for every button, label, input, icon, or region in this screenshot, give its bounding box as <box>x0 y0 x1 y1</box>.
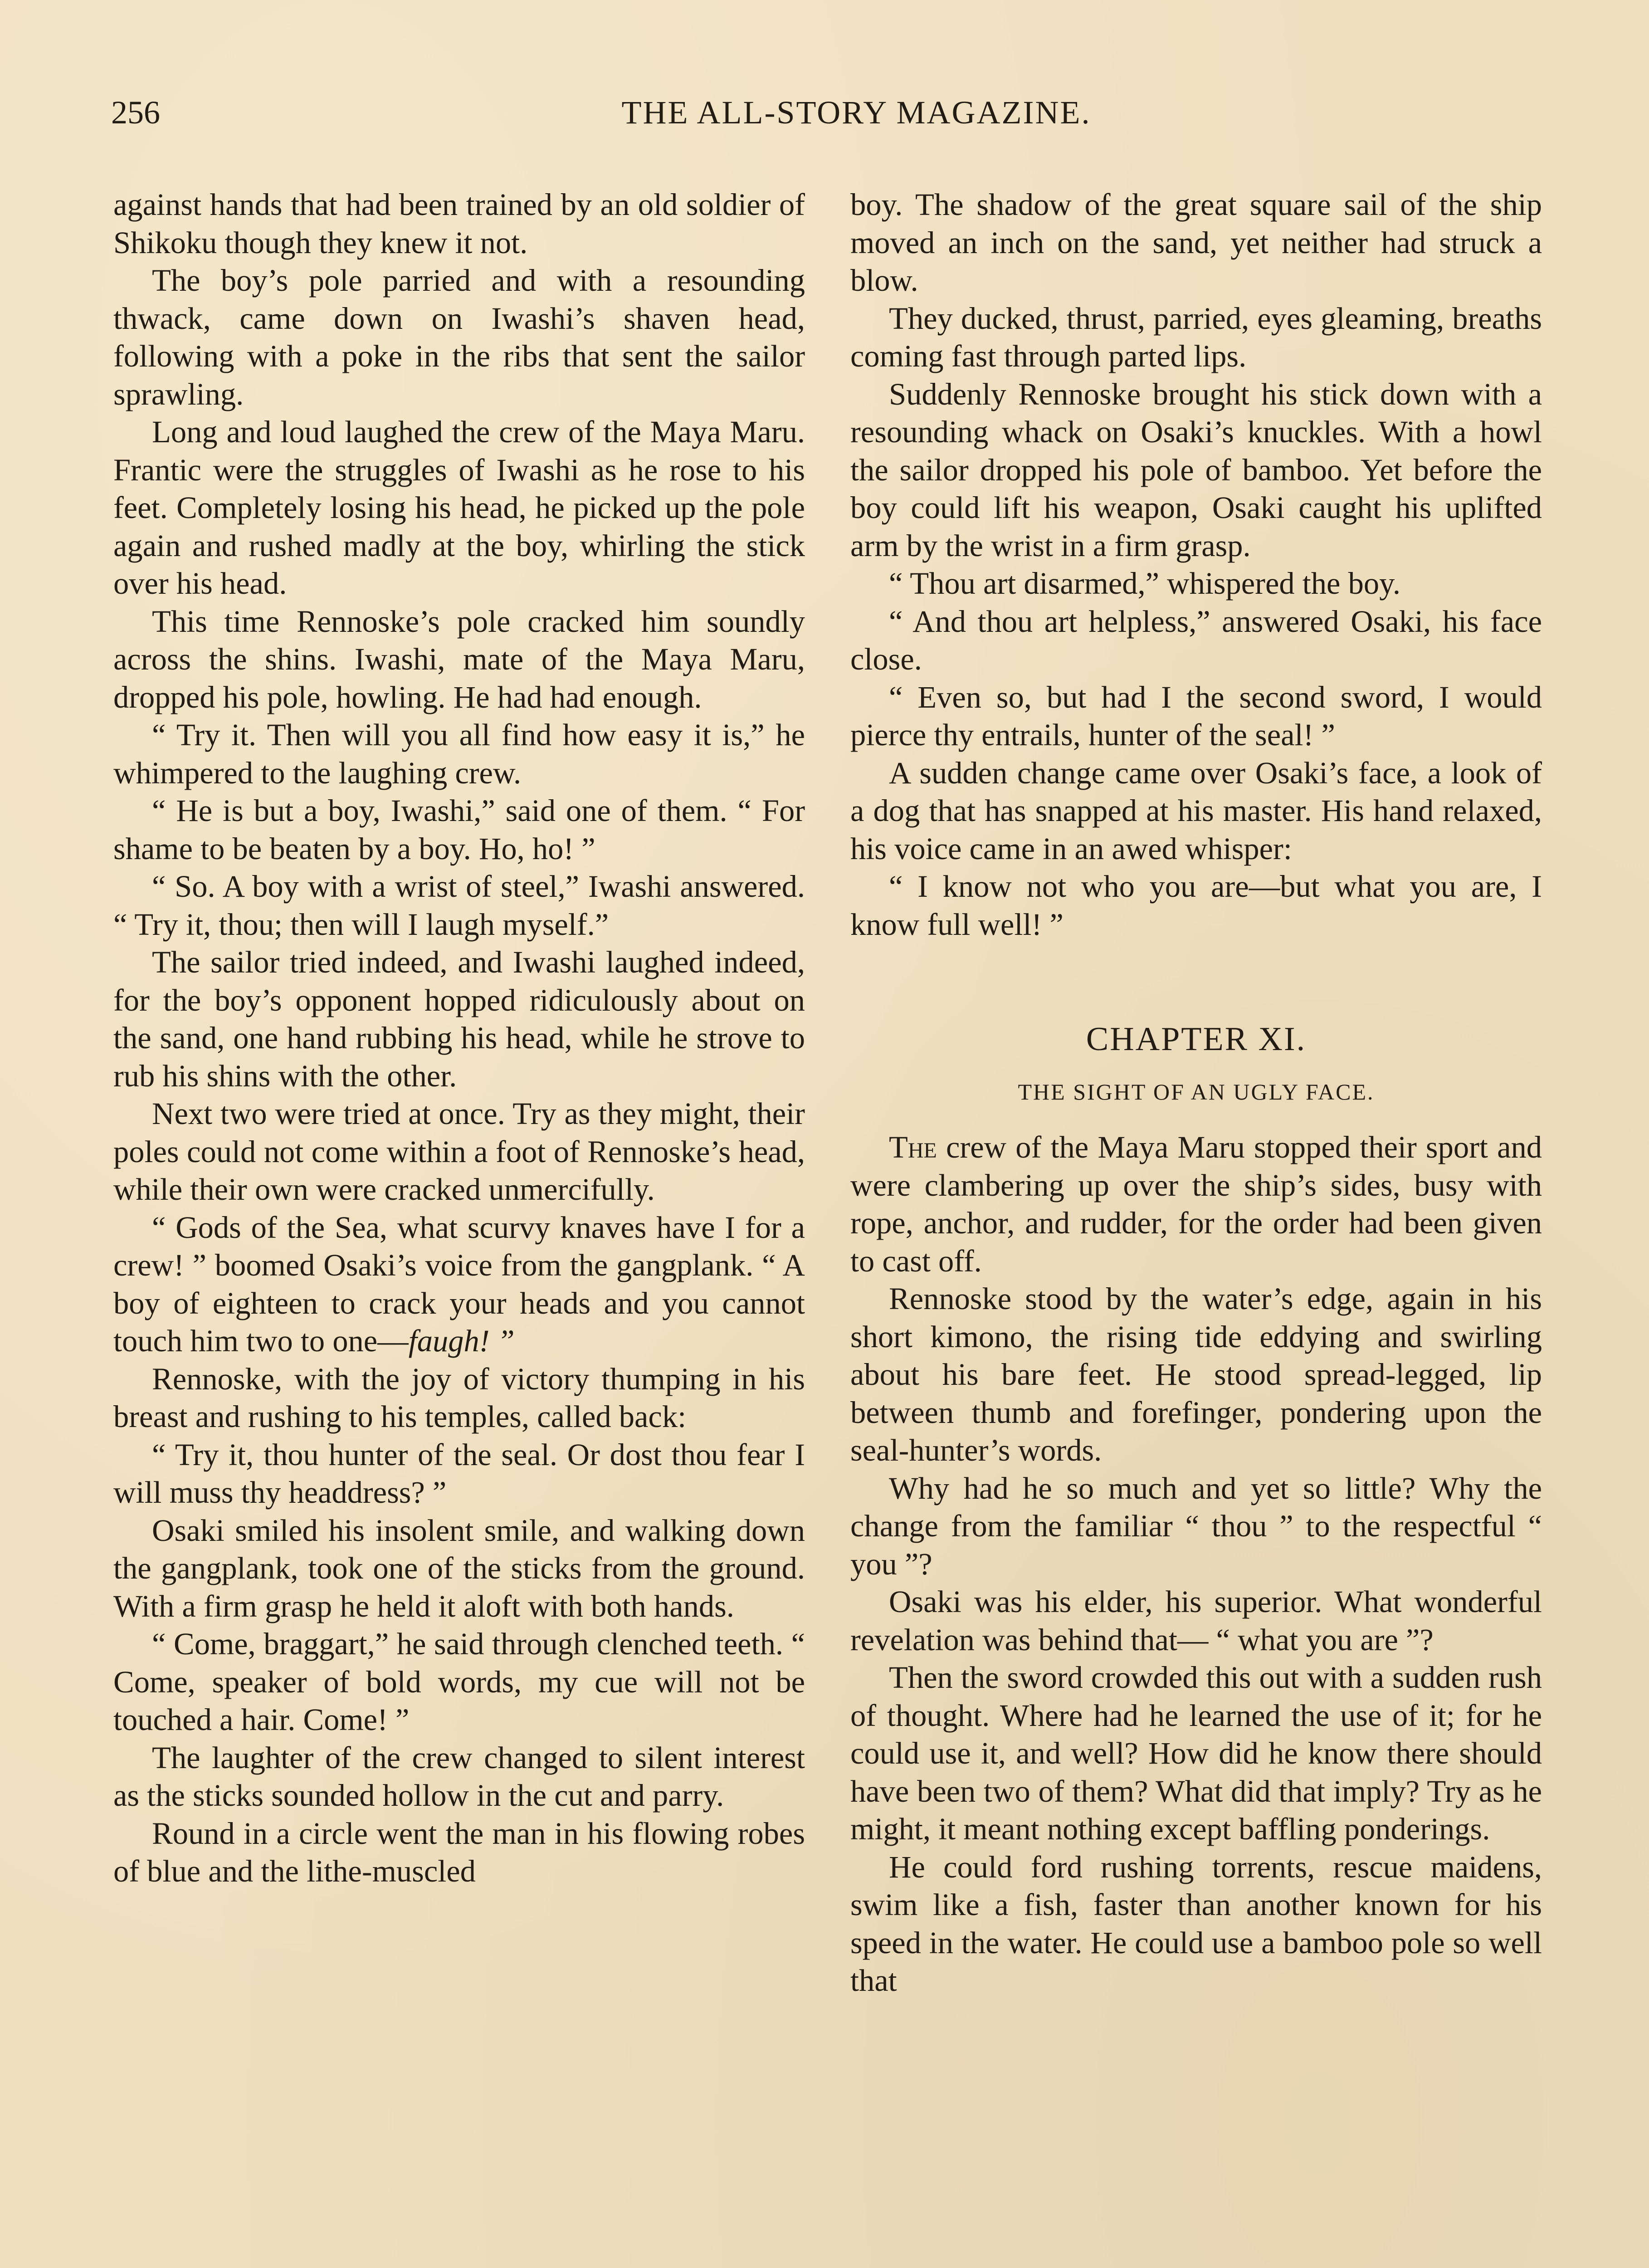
paragraph-text: “ Gods of the Sea, what scurvy knaves have I for a crew! ” boomed Osaki’s voice from the gangplank. “ A boy of eighteen to crack your heads and you cannot touch him two to one— <box>113 1210 805 1358</box>
paragraph: They ducked, thrust, parried, eyes gleaming, breaths coming fast through parted lips. <box>850 301 1542 373</box>
paragraph: Rennoske stood by the water’s edge, again in his short kimono, the rising tide eddying and swirling about his bare feet. He stood spread-legged, lip between thumb and forefinger, pondering upon the seal-hunter’s words. <box>850 1281 1542 1467</box>
paragraph: “ So. A boy with a wrist of steel,” Iwashi answered. “ Try it, thou; then will I laugh myself.” <box>113 869 805 942</box>
paragraph: “ Come, braggart,” he said through clenched teeth. “ Come, speaker of bold words, my cue will not be touched a hair. Come! ” <box>113 1627 805 1737</box>
paragraph: The laughter of the crew changed to silent interest as the sticks sounded hollow in the cut and parry. <box>113 1740 805 1813</box>
italic-exclamation: faugh! ” <box>408 1324 515 1358</box>
paragraph: “ Try it. Then will you all find how easy it is,” he whimpered to the laughing crew. <box>113 718 805 790</box>
paragraph: “ And thou art helpless,” answered Osaki, his face close. <box>850 604 1542 676</box>
paragraph: Long and loud laughed the crew of the Maya Maru. Frantic were the struggles of Iwashi as he rose to his feet. Completely losing his head, he picked up the pole again and rushed madly at the boy, whirling the stick over his head. <box>113 415 805 601</box>
left-column <box>113 186 805 1891</box>
chapter-subtitle: THE SIGHT OF AN UGLY FACE. <box>1018 1079 1375 1105</box>
paragraph: Why had he so much and yet so little? Why the change from the familiar “ thou ” to the respectful “ you ”? <box>850 1471 1542 1581</box>
paragraph <box>850 1129 1542 1280</box>
paragraph: “ I know not who you are—but what you are, I know full well! ” <box>850 869 1542 942</box>
paragraph: boy. The shadow of the great square sail of the ship moved an inch on the sand, yet neither had struck a blow. <box>850 187 1542 298</box>
paragraph: He could ford rushing torrents, rescue maidens, swim like a fish, faster than another known for his speed in the water. He could use a bamboo pole so well that <box>850 1849 1542 1998</box>
paragraph: Round in a circle went the man in his flowing robes of blue and the lithe-muscled <box>113 1816 805 1888</box>
paragraph: Osaki smiled his insolent smile, and walking down the gangplank, took one of the sticks from the ground. With a firm grasp he held it aloft with both hands. <box>113 1513 805 1623</box>
paragraph: Then the sword crowded this out with a sudden rush of thought. Where had he learned the use of it; for he could use it, and well? How did he know there should have been two of them? What did that imply? Try as he might, it meant nothing except baffling ponderings. <box>850 1660 1542 1846</box>
paragraph: “ Thou art disarmed,” whispered the boy. <box>889 566 1401 601</box>
paragraph-text: crew of the Maya Maru stopped their sport and were clambering up over the ship’s sides, busy with rope, anchor, and rudder, for the order had been given to cast off. <box>850 1130 1542 1278</box>
paragraph: Osaki was his elder, his superior. What wonderful revelation was behind that— “ what you are ”? <box>850 1584 1542 1657</box>
paragraph: Next two were tried at once. Try as they might, their poles could not come within a foot of Rennoske’s head, while their own were cracked unmercifully. <box>113 1096 805 1207</box>
right-column <box>850 186 1542 2000</box>
paragraph: “ Try it, thou hunter of the seal. Or dost thou fear I will muss thy headdress? ” <box>113 1437 805 1510</box>
paragraph: This time Rennoske’s pole cracked him soundly across the shins. Iwashi, mate of the Maya Maru, dropped his pole, howling. He had had enough. <box>113 604 805 714</box>
page-number: 256 <box>111 94 160 131</box>
paragraph: “ He is but a boy, Iwashi,” said one of them. “ For shame to be beaten by a boy. Ho, ho! ” <box>113 793 805 866</box>
paragraph: Suddenly Rennoske brought his stick down with a resounding whack on Osaki’s knuckles. With a howl the sailor dropped his pole of bamboo. Yet before the boy could lift his weapon, Osaki caught his uplifted arm by the wrist in a firm grasp. <box>850 376 1542 563</box>
paragraph: The sailor tried indeed, and Iwashi laughed indeed, for the boy’s opponent hopped ridiculously about on the sand, one hand rubbing his head, while he strove to rub his shins with the other. <box>113 945 805 1093</box>
running-head: THE ALL-STORY MAGAZINE. <box>621 94 1091 131</box>
paragraph: against hands that had been trained by an old soldier of Shikoku though they knew it not. <box>113 187 805 260</box>
paragraph: Rennoske, with the joy of victory thumping in his breast and rushing to his temples, called back: <box>113 1361 805 1434</box>
paragraph: “ Even so, but had I the second sword, I would pierce thy entrails, hunter of the seal! ” <box>850 679 1542 752</box>
paragraph: A sudden change came over Osaki’s face, a look of a dog that has snapped at his master. His hand relaxed, his voice came in an awed whisper: <box>850 755 1542 866</box>
chapter-opening-word: The <box>889 1130 937 1164</box>
paragraph <box>113 1209 805 1360</box>
chapter-title: CHAPTER XI. <box>1086 1021 1307 1058</box>
paragraph: The boy’s pole parried and with a resounding thwack, came down on Iwashi’s shaven head, following with a poke in the ribs that sent the sailor sprawling. <box>113 263 805 411</box>
